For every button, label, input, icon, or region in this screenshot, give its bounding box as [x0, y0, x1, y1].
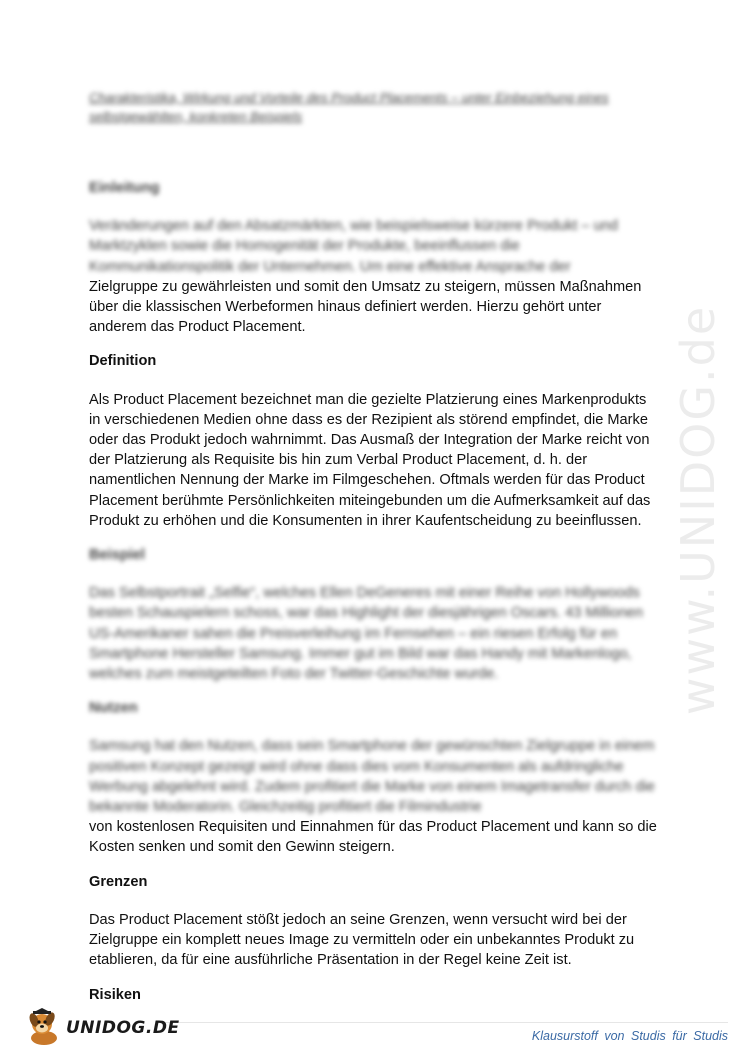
nutzen-blurred-text: Samsung hat den Nutzen, dass sein Smartphone der gewünschten Zielgruppe in einem positiven Konzept gezeigt wird ohne dass dies vom Konsumenten als aufdringliche Werbung abgelehnt wird. Zudem profitiert die Marke von einem Imagetransfer durch die bekannte Moderatorin. Gleichzeitig profitiert die Filmindustrie	[89, 738, 655, 816]
watermark	[668, 280, 728, 740]
footer-logo[interactable]	[24, 1008, 180, 1048]
einleitung-blurred-text: Veränderungen auf den Absatzmärkten, wie beispielsweise kürzere Produkt – und Marktzyklen sowie die Homogenität der Produkte, beeinflussen die Kommunikationspolitik der Unternehmen. Um eine effektive Ansprache der	[89, 218, 618, 275]
logo-text: UNIDOG.DE	[66, 1018, 180, 1038]
einleitung-text: Zielgruppe zu gewährleisten und somit den Umsatz zu steigern, müssen Maßnahmen über die klassischen Werbeformen hinaus definiert werden. Hierzu gehört unter anderem das Product Placement.	[89, 278, 642, 336]
heading-definition: Definition	[89, 353, 157, 370]
grenzen-text: Das Product Placement stößt jedoch an seine Grenzen, wenn versucht wird bei der Zielgruppe ein komplett neues Image zu vermitteln oder ein unbekanntes Produkt zu etablieren, da für eine ausführliche Präsentation in der Regel keine Zeit ist.	[89, 911, 635, 969]
heading-grenzen: Grenzen	[89, 873, 148, 890]
heading-beispiel: Beispiel	[89, 547, 145, 564]
document-body	[89, 88, 659, 1023]
footer-divider	[160, 1022, 728, 1023]
heading-einleitung: Einleitung	[89, 180, 160, 196]
nutzen-text: von kostenlosen Requisiten und Einnahmen für das Product Placement und kann so die Kosten senken und somit den Gewinn steigern.	[89, 819, 657, 856]
document-title: Charakteristika, Wirkung und Vorteile des Product Placements – unter Einbeziehung eines selbstgewählten, konkreten Beispiels	[89, 90, 609, 124]
watermark-text: www.UNIDOG.de	[671, 304, 725, 716]
heading-risiken: Risiken	[89, 986, 141, 1003]
footer-tagline: Klausurstoff von Studis für Studis	[531, 1029, 728, 1043]
beispiel-blurred-text: Das Selbstportrait „Selfie“, welches Ellen DeGeneres mit einer Reihe von Hollywoods besten Schauspielern schoss, war das Highlight der diesjährigen Oscars. 43 Millionen US-Amerikaner sahen die Preisverleihung im Fernsehen – ein riesen Erfolg für en Smartphone Hersteller Samsung. Immer gut im Bild war das Handy mit Markenlogo, welches zum meistgeteilten Foto der Twitter-Geschichte wurde.	[89, 585, 644, 683]
definition-text: Als Product Placement bezeichnet man die gezielte Platzierung eines Markenprodukts in verschiedenen Medien ohne dass es der Rezipient als störend empfindet, die Marke oder das Produkt jedoch wahrnimmt. Das Ausmaß der Integration der Marke reicht von der Platzierung als Requisite bis hin zum Verbal Product Placement, d. h. der namentlichen Nennung der Marke im Filmgeschehen. Oftmals werden für das Product Placement berühmte Persönlichkeiten miteingebunden um die Aufmerksamkeit auf das Produkt zu erhöhen und die Konsumenten in ihrer Kaufentscheidung zu beeinflussen.	[89, 391, 651, 529]
heading-nutzen: Nutzen	[89, 700, 138, 717]
dog-mascot-icon	[24, 1008, 64, 1048]
